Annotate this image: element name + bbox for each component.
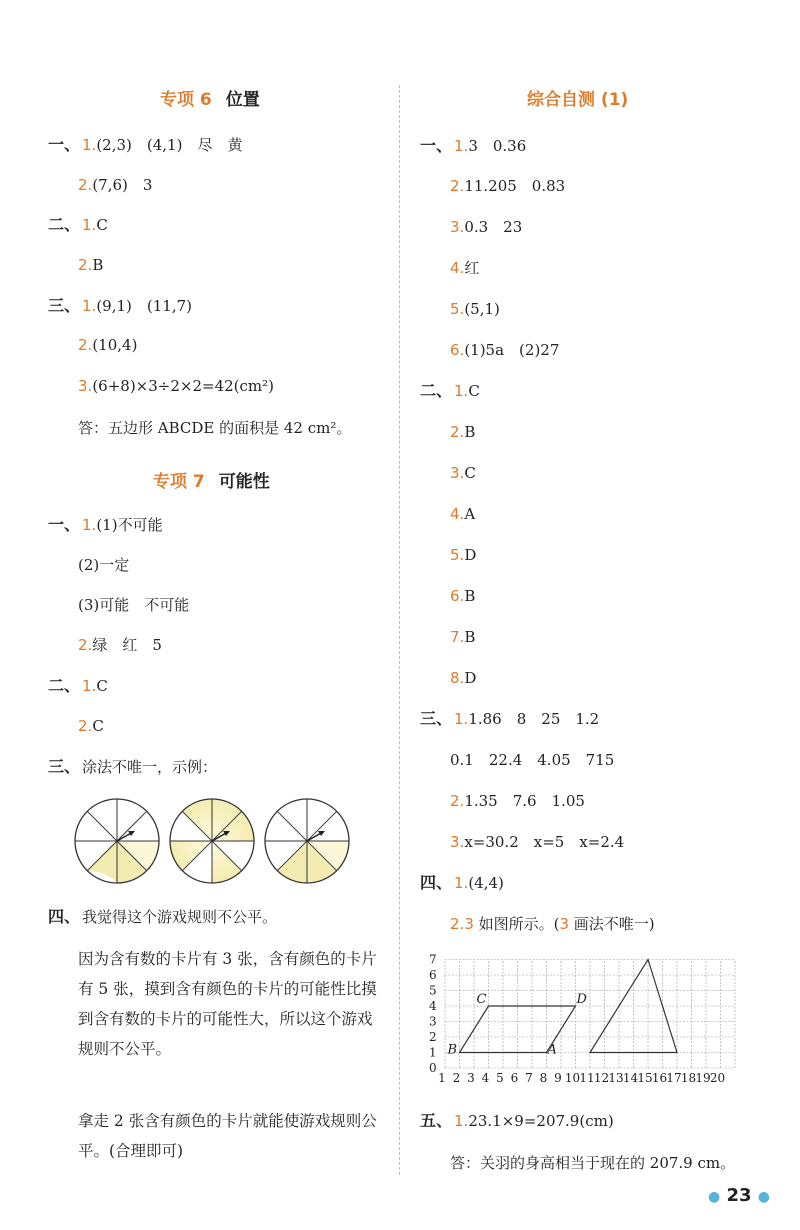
spinner-2 [170,799,254,883]
x-tick-label: 5 [496,1071,504,1085]
x-tick-label: 9 [554,1071,562,1085]
spinner-1 [75,799,159,883]
answer-line: 2.B [78,256,104,274]
x-tick-label: 18 [680,1071,697,1085]
answer-line: 8.D [450,669,477,687]
explanation-paragraph: 因为含有数的卡片有 3 张，含有颜色的卡片有 5 张，摸到含有颜色的卡片的可能性比摸到含有数的卡片的可能性大，所以这个游戏规则不公平。 [78,950,377,1058]
answer-line: 2.(7,6) 3 [78,176,153,194]
y-tick-label: 5 [429,983,437,998]
y-tick-label: 1 [429,1045,437,1060]
answer-line: 2.(10,4) [78,336,138,354]
answer-line: 2.绿 红 5 [78,636,162,654]
answer-line: 三、 涂法不唯一，示例： [48,757,218,776]
answer-line: (3)可能 不可能 [78,596,190,614]
answer-line: 一、 1.(2,3) (4,1) 尽 黄 [48,135,243,154]
answer-statement: 答：五边形 ABCDE 的面积是 42 cm²。 [78,419,352,437]
answer-line: 0.1 22.4 4.05 715 [450,751,615,769]
answer-line: 二、 1.C [48,215,108,234]
answer-line: 7.B [450,628,476,646]
section-title-7: 专项 7 可能性 [153,472,270,492]
explanation-paragraph: 拿走 2 张含有颜色的卡片就能使游戏规则公平。(合理即可) [78,1112,377,1160]
answer-line: 二、 1.C [420,381,480,400]
x-tick-label: 19 [695,1071,711,1085]
answer-line: 4.红 [450,259,480,277]
answer-line: 三、 1.1.86 8 25 1.2 [420,709,600,728]
x-tick-label: 17 [666,1071,682,1085]
x-tick-label: 11 [579,1071,595,1085]
answer-line: 3.C [450,464,476,482]
point-label-d: D [576,992,587,1007]
answer-line: 2.B [450,423,476,441]
point-label-b: B [447,1042,458,1058]
answer-line: 4.A [450,505,476,523]
point-label-c: C [476,992,487,1007]
answer-line: 二、 1.C [48,676,108,695]
answer-line: 2.1.35 7.6 1.05 [450,792,585,810]
x-tick-label: 12 [593,1071,610,1085]
y-tick-label: 0 [429,1061,437,1075]
answer-line: (2)一定 [78,556,130,574]
answer-line: 3.x=30.2 x=5 x=2.4 [450,833,625,851]
coordinate-grid [418,952,748,1092]
answer-line: 四、 我觉得这个游戏规则不公平。 [48,907,278,926]
y-tick-label: 7 [429,952,437,967]
answer-statement: 答：关羽的身高相当于现在的 207.9 cm。 [450,1154,736,1172]
x-tick-label: 7 [525,1071,533,1085]
section-title-6: 专项 6 位置 [160,90,260,110]
x-tick-label: 8 [539,1071,548,1085]
answer-line: 五、 1.23.1×9=207.9(cm) [420,1111,614,1130]
section-title-test: 综合自测 (1) [527,90,629,110]
y-tick-label: 4 [429,999,437,1013]
answer-line: 三、 1.(9,1) (11,7) [48,296,192,315]
answer-line: 一、 1.3 0.36 [420,136,527,155]
x-tick-label: 1 [438,1071,446,1085]
y-tick-label: 2 [429,1030,437,1044]
column-divider [399,85,400,1175]
x-tick-label: 2 [452,1071,461,1085]
x-tick-label: 20 [709,1071,726,1085]
answer-line: 5.(5,1) [450,300,500,318]
answer-line: 5.D [450,546,477,564]
answer-line: 6.(1)5a (2)27 [450,341,560,359]
x-tick-label: 4 [481,1071,490,1085]
x-tick-label: 10 [564,1071,581,1085]
x-tick-label: 14 [622,1071,639,1085]
answer-line: 2.11.205 0.83 [450,177,566,195]
dot-icon: ● [707,1189,721,1205]
answer-line: 3.(6+8)×3÷2×2=42(cm²) [78,377,275,395]
answer-line: 3.0.3 23 [450,218,523,236]
spinner-3 [265,799,349,883]
y-tick-label: 3 [429,1014,437,1029]
x-tick-label: 6 [510,1071,519,1085]
answer-line: 2.3 如图所示。(3 画法不唯一) [450,915,655,933]
x-tick-label: 16 [651,1071,668,1085]
answer-line: 四、 1.(4,4) [420,873,504,892]
answer-line: 6.B [450,587,476,605]
x-tick-label: 13 [608,1071,624,1085]
x-tick-label: 3 [467,1071,475,1085]
x-tick-label: 15 [637,1071,653,1085]
answer-line: 一、 1.(1)不可能 [48,515,163,534]
dot-icon: ● [757,1189,770,1205]
y-tick-label: 6 [429,968,437,982]
spinner-diagrams [70,795,360,890]
point-label-a: A [547,1042,557,1058]
page-number: ● 23 ● [707,1185,770,1206]
answer-line: 2.C [78,717,104,735]
